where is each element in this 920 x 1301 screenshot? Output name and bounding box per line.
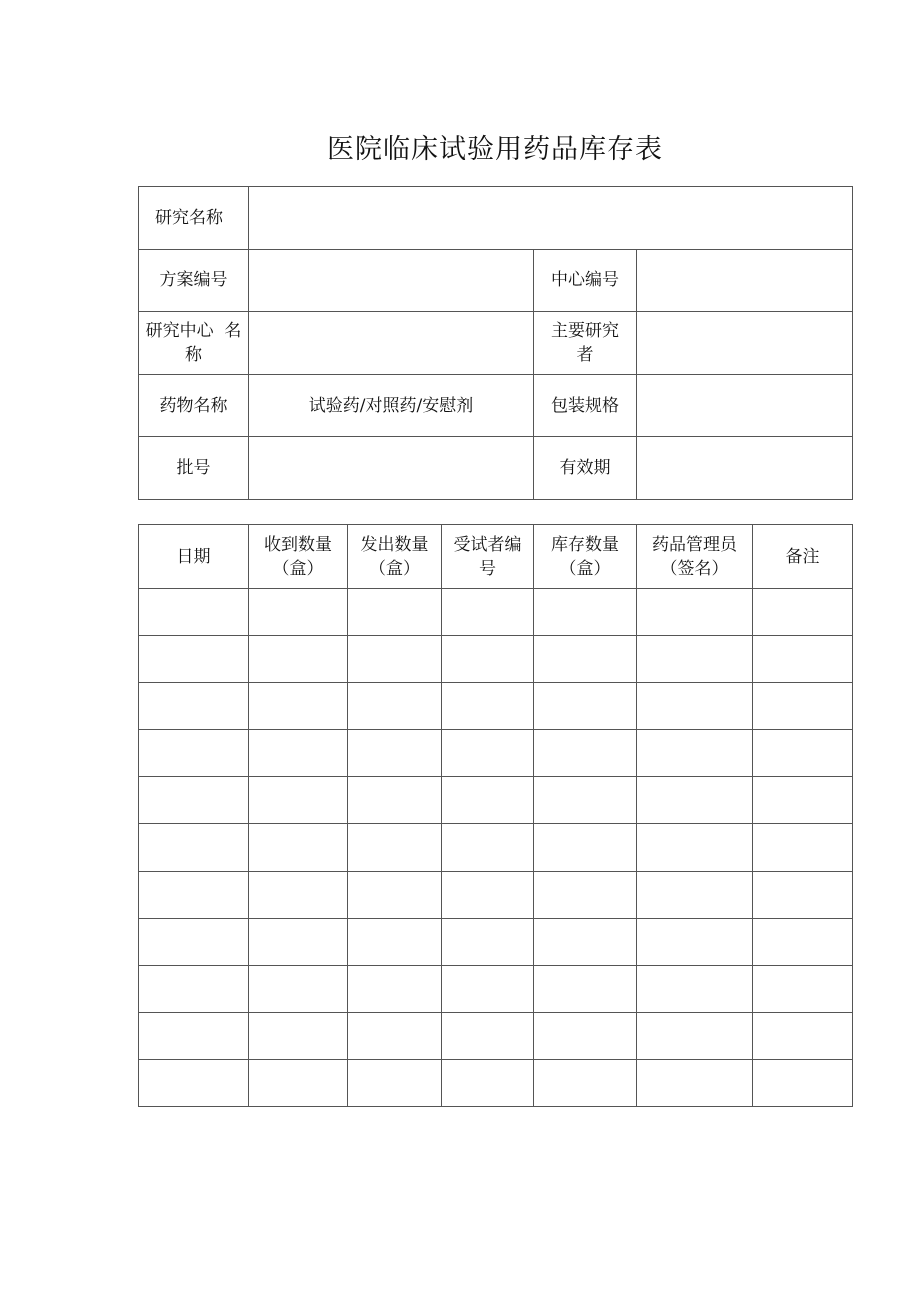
table-row bbox=[139, 589, 853, 636]
cell-date[interactable] bbox=[139, 918, 249, 965]
cell-received-qty[interactable] bbox=[249, 824, 348, 871]
cell-dispensed-qty[interactable] bbox=[348, 1059, 442, 1106]
table-row bbox=[139, 824, 853, 871]
center-name-label-line1: 研究中心 名 bbox=[145, 320, 242, 341]
header-date-line1: 日期 bbox=[176, 546, 211, 567]
table-row bbox=[139, 636, 853, 683]
center-name-label bbox=[139, 312, 249, 375]
cell-subject-no[interactable] bbox=[442, 589, 534, 636]
table-row bbox=[139, 730, 853, 777]
pi-label-line1: 主要研究 bbox=[551, 320, 619, 341]
cell-remarks[interactable] bbox=[753, 636, 853, 683]
header-dispensed-qty bbox=[348, 525, 442, 589]
cell-subject-no[interactable] bbox=[442, 1059, 534, 1106]
cell-drug-manager[interactable] bbox=[637, 965, 753, 1012]
cell-subject-no[interactable] bbox=[442, 1012, 534, 1059]
batch-label: 批号 bbox=[139, 437, 249, 500]
cell-subject-no[interactable] bbox=[442, 636, 534, 683]
cell-remarks[interactable] bbox=[753, 1012, 853, 1059]
protocol-no-field[interactable] bbox=[249, 249, 534, 312]
cell-subject-no[interactable] bbox=[442, 777, 534, 824]
cell-received-qty[interactable] bbox=[249, 871, 348, 918]
cell-date[interactable] bbox=[139, 871, 249, 918]
cell-stock-qty[interactable] bbox=[534, 777, 637, 824]
drug-name-label: 药物名称 bbox=[139, 374, 249, 437]
cell-received-qty[interactable] bbox=[249, 730, 348, 777]
cell-drug-manager[interactable] bbox=[637, 683, 753, 730]
table-row bbox=[139, 871, 853, 918]
cell-stock-qty[interactable] bbox=[534, 636, 637, 683]
cell-drug-manager[interactable] bbox=[637, 1059, 753, 1106]
center-row bbox=[139, 312, 853, 375]
cell-drug-manager[interactable] bbox=[637, 636, 753, 683]
center-no-field[interactable] bbox=[637, 249, 853, 312]
header-remarks bbox=[753, 525, 853, 589]
expiry-field[interactable] bbox=[637, 437, 853, 500]
cell-dispensed-qty[interactable] bbox=[348, 965, 442, 1012]
drug-row bbox=[139, 374, 853, 437]
header-stock-qty-line1: 库存数量 bbox=[551, 534, 619, 555]
cell-dispensed-qty[interactable] bbox=[348, 1012, 442, 1059]
cell-drug-manager[interactable] bbox=[637, 730, 753, 777]
cell-subject-no[interactable] bbox=[442, 730, 534, 777]
cell-stock-qty[interactable] bbox=[534, 683, 637, 730]
cell-stock-qty[interactable] bbox=[534, 1059, 637, 1106]
cell-remarks[interactable] bbox=[753, 918, 853, 965]
cell-drug-manager[interactable] bbox=[637, 918, 753, 965]
cell-date[interactable] bbox=[139, 636, 249, 683]
cell-stock-qty[interactable] bbox=[534, 824, 637, 871]
header-stock-qty bbox=[534, 525, 637, 589]
header-dispensed-qty-line1: 发出数量 bbox=[360, 534, 429, 555]
study-info-table bbox=[138, 186, 853, 500]
cell-date[interactable] bbox=[139, 683, 249, 730]
cell-received-qty[interactable] bbox=[249, 589, 348, 636]
cell-stock-qty[interactable] bbox=[534, 1012, 637, 1059]
package-label: 包装规格 bbox=[534, 374, 637, 437]
table-row bbox=[139, 1059, 853, 1106]
study-name-field[interactable] bbox=[249, 187, 853, 250]
header-stock-qty-line2: （盒） bbox=[559, 558, 611, 579]
cell-remarks[interactable] bbox=[753, 1059, 853, 1106]
expiry-label: 有效期 bbox=[534, 437, 637, 500]
study-name-row bbox=[139, 187, 853, 250]
cell-stock-qty[interactable] bbox=[534, 871, 637, 918]
cell-dispensed-qty[interactable] bbox=[348, 683, 442, 730]
cell-dispensed-qty[interactable] bbox=[348, 824, 442, 871]
cell-dispensed-qty[interactable] bbox=[348, 871, 442, 918]
header-drug-manager-line2: （签名） bbox=[660, 558, 729, 579]
inventory-table bbox=[138, 524, 853, 1107]
cell-date[interactable] bbox=[139, 965, 249, 1012]
batch-row bbox=[139, 437, 853, 500]
header-drug-manager-line1: 药品管理员 bbox=[652, 534, 737, 555]
cell-drug-manager[interactable] bbox=[637, 871, 753, 918]
cell-received-qty[interactable] bbox=[249, 683, 348, 730]
cell-stock-qty[interactable] bbox=[534, 965, 637, 1012]
cell-dispensed-qty[interactable] bbox=[348, 730, 442, 777]
package-field[interactable] bbox=[637, 374, 853, 437]
header-subject-no-line2: 号 bbox=[479, 558, 496, 579]
cell-date[interactable] bbox=[139, 777, 249, 824]
center-name-label-line2: 称 bbox=[185, 344, 202, 365]
cell-subject-no[interactable] bbox=[442, 965, 534, 1012]
header-subject-no-line1: 受试者编 bbox=[453, 534, 522, 555]
cell-remarks[interactable] bbox=[753, 965, 853, 1012]
header-subject-no bbox=[442, 525, 534, 589]
header-drug-manager bbox=[637, 525, 753, 589]
cell-drug-manager[interactable] bbox=[637, 777, 753, 824]
cell-date[interactable] bbox=[139, 1012, 249, 1059]
cell-remarks[interactable] bbox=[753, 824, 853, 871]
inventory-header-row bbox=[139, 525, 853, 589]
cell-subject-no[interactable] bbox=[442, 871, 534, 918]
cell-dispensed-qty[interactable] bbox=[348, 918, 442, 965]
protocol-no-label: 方案编号 bbox=[139, 249, 249, 312]
cell-remarks[interactable] bbox=[753, 589, 853, 636]
cell-drug-manager[interactable] bbox=[637, 1012, 753, 1059]
batch-field[interactable] bbox=[249, 437, 534, 500]
cell-drug-manager[interactable] bbox=[637, 589, 753, 636]
cell-received-qty[interactable] bbox=[249, 636, 348, 683]
pi-label-line2: 者 bbox=[576, 344, 594, 365]
cell-dispensed-qty[interactable] bbox=[348, 589, 442, 636]
cell-stock-qty[interactable] bbox=[534, 589, 637, 636]
cell-received-qty[interactable] bbox=[249, 777, 348, 824]
header-remarks-line1: 备注 bbox=[785, 546, 820, 567]
protocol-row bbox=[139, 249, 853, 312]
header-dispensed-qty-line2: （盒） bbox=[369, 558, 420, 579]
table-row bbox=[139, 965, 853, 1012]
cell-subject-no[interactable] bbox=[442, 824, 534, 871]
header-received-qty-line2: （盒） bbox=[272, 558, 324, 579]
cell-received-qty[interactable] bbox=[249, 1059, 348, 1106]
cell-dispensed-qty[interactable] bbox=[348, 636, 442, 683]
header-date bbox=[139, 525, 249, 589]
cell-subject-no[interactable] bbox=[442, 918, 534, 965]
cell-date[interactable] bbox=[139, 824, 249, 871]
cell-subject-no[interactable] bbox=[442, 683, 534, 730]
cell-received-qty[interactable] bbox=[249, 965, 348, 1012]
header-received-qty-line1: 收到数量 bbox=[264, 534, 332, 555]
cell-stock-qty[interactable] bbox=[534, 730, 637, 777]
page-title: 医院临床试验用药品库存表 bbox=[327, 134, 663, 165]
table-row bbox=[139, 683, 853, 730]
cell-drug-manager[interactable] bbox=[637, 824, 753, 871]
cell-received-qty[interactable] bbox=[249, 918, 348, 965]
cell-remarks[interactable] bbox=[753, 683, 853, 730]
pi-field[interactable] bbox=[637, 312, 853, 375]
table-row bbox=[139, 918, 853, 965]
cell-date[interactable] bbox=[139, 1059, 249, 1106]
study-name-label: 研究名称 bbox=[139, 187, 249, 250]
inventory-body bbox=[139, 589, 853, 1107]
cell-remarks[interactable] bbox=[753, 871, 853, 918]
cell-date[interactable] bbox=[139, 589, 249, 636]
pi-label bbox=[534, 312, 637, 375]
cell-received-qty[interactable] bbox=[249, 1012, 348, 1059]
header-received-qty bbox=[249, 525, 348, 589]
table-row bbox=[139, 777, 853, 824]
cell-date[interactable] bbox=[139, 730, 249, 777]
cell-remarks[interactable] bbox=[753, 730, 853, 777]
cell-dispensed-qty[interactable] bbox=[348, 777, 442, 824]
cell-stock-qty[interactable] bbox=[534, 918, 637, 965]
table-row bbox=[139, 1012, 853, 1059]
cell-remarks[interactable] bbox=[753, 777, 853, 824]
center-name-field[interactable] bbox=[249, 312, 534, 375]
drug-name-field[interactable]: 试验药/对照药/安慰剂 bbox=[249, 374, 534, 437]
center-no-label: 中心编号 bbox=[534, 249, 637, 312]
